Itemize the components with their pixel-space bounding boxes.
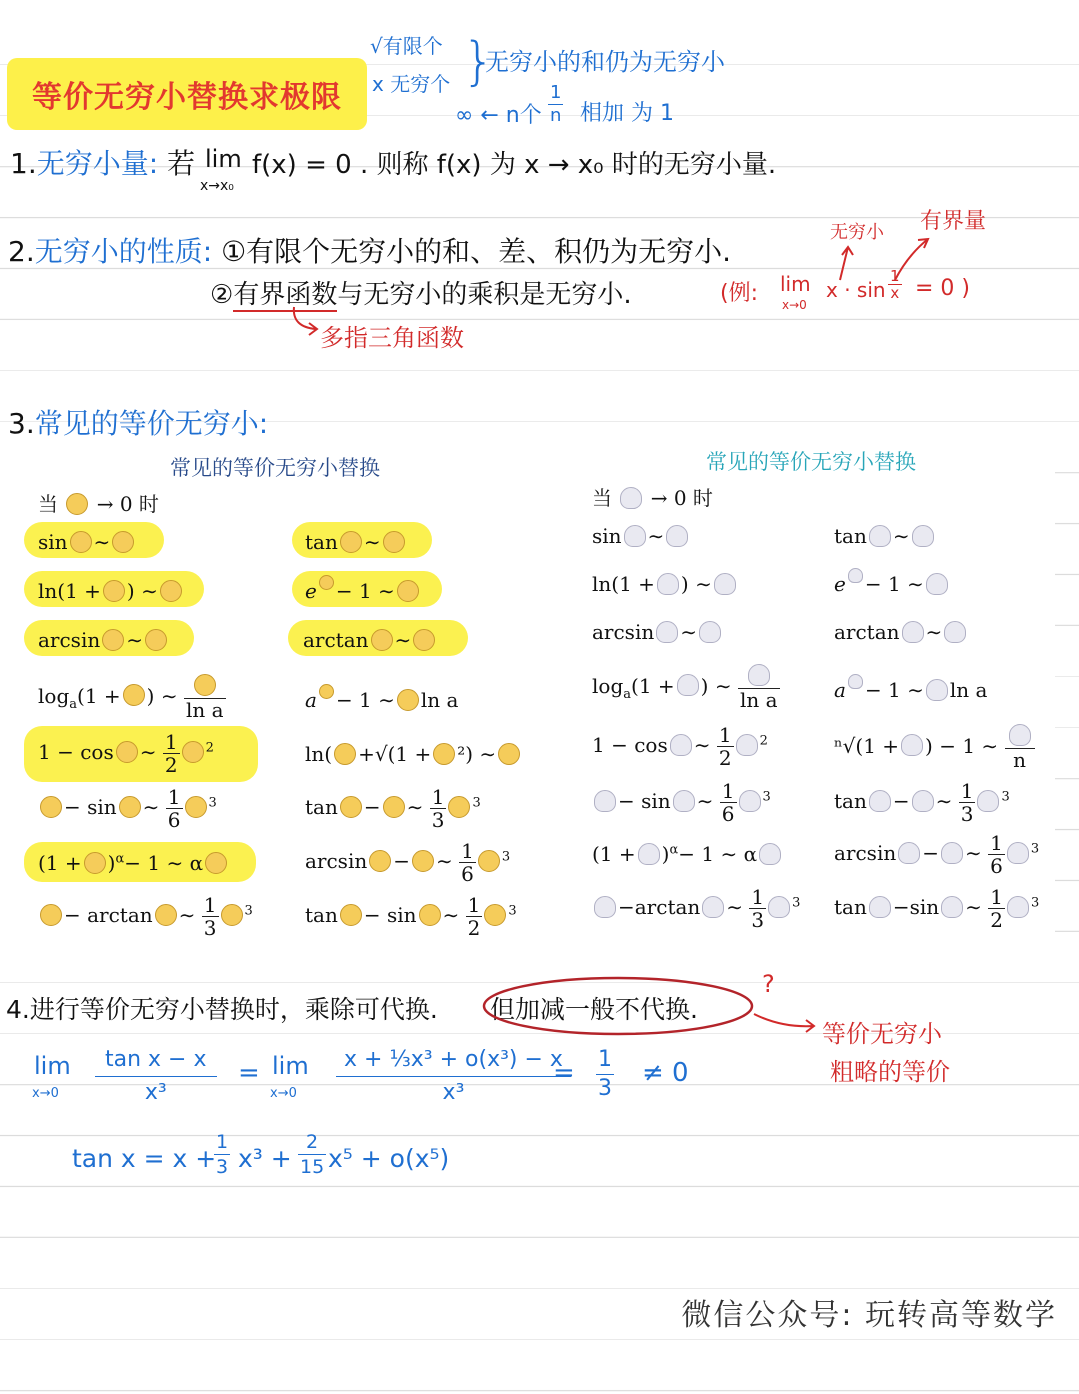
ghost-icon — [714, 573, 736, 595]
ghost-icon — [673, 790, 695, 812]
cat-face-icon — [319, 575, 334, 590]
ghost-icon — [1009, 724, 1031, 746]
cat-face-icon — [340, 904, 362, 926]
ghost-icon — [848, 568, 863, 583]
question-mark: ? — [762, 970, 775, 998]
section1-line — [10, 142, 195, 182]
eq2-a: tan x = x + — [72, 1144, 217, 1173]
red-arrows — [820, 225, 940, 285]
left-r5b: ln( +√(1 + ²) ∼ — [305, 742, 522, 767]
eq1-lim2-sub: x→0 — [270, 1086, 297, 1101]
section2-number: 2. — [8, 235, 35, 268]
ghost-icon — [1007, 842, 1029, 864]
left-when: 当 → 0 时 — [38, 492, 159, 516]
right-r3b: arctan ∼ — [834, 620, 968, 645]
cat-face-icon — [369, 850, 391, 872]
right-r2a: ln(1 + ) ∼ — [592, 572, 738, 597]
cat-face-icon — [383, 531, 405, 553]
red-note-2: 粗略的等价 — [830, 1058, 950, 1086]
ghost-icon — [869, 896, 891, 918]
left-r2a: ln(1 + ) ∼ — [38, 579, 184, 604]
ghost-icon — [748, 664, 770, 686]
eq1-neq: ≠ 0 — [642, 1058, 689, 1088]
cat-face-icon — [383, 796, 405, 818]
note-inf: ∞ ← n个 — [455, 103, 542, 128]
red-arrow-right — [752, 1010, 822, 1040]
right-r6a: − sin ∼ $\frac{1}{6}$ $^3$ — [592, 780, 771, 825]
ghost-icon — [666, 525, 688, 547]
cat-face-icon — [119, 796, 141, 818]
cat-face-icon — [123, 684, 145, 706]
right-r1a: sin ∼ — [592, 524, 690, 549]
footer-account: 微信公众号: 玩转高等数学 — [681, 1298, 1057, 1333]
eq2-c: x⁵ + o(x⁵) — [328, 1144, 450, 1173]
cat-face-icon — [160, 580, 182, 602]
right-r3a: arcsin ∼ — [592, 620, 723, 645]
red-note-1: 等价无穷小 — [822, 1020, 942, 1048]
section1-lim-sub: x→x₀ — [200, 178, 234, 194]
ghost-icon — [848, 674, 863, 689]
ghost-icon — [926, 679, 948, 701]
example-close: = 0 ) — [915, 276, 970, 301]
ghost-icon — [657, 573, 679, 595]
section1-number: 1. — [10, 147, 37, 180]
ghost-icon — [926, 573, 948, 595]
ghost-icon — [702, 896, 724, 918]
note-trig: 多指三角函数 — [320, 324, 464, 352]
cat-face-icon — [397, 689, 419, 711]
cat-face-icon — [194, 674, 216, 696]
left-r7b: arcsin − ∼ $\frac{1}{6}$ $^3$ — [305, 839, 511, 886]
cat-face-icon — [116, 741, 138, 763]
brace-mark: } — [462, 32, 496, 92]
right-r4a: $\log_a(1$ + ) ∼ ln a — [592, 664, 780, 711]
right-r1b: tan ∼ — [834, 524, 936, 549]
ghost-icon — [670, 734, 692, 756]
ghost-icon — [944, 621, 966, 643]
cat-face-icon — [448, 796, 470, 818]
cat-face-icon — [40, 904, 62, 926]
cat-face-icon — [478, 850, 500, 872]
cat-face-icon — [484, 904, 506, 926]
section4-number: 4. — [6, 995, 30, 1024]
bounded-function: 有界函数 — [233, 280, 338, 310]
label-bounded: 有界量 — [920, 209, 987, 234]
left-r1a: sin ∼ — [38, 530, 136, 555]
cat-face-icon — [103, 580, 125, 602]
example-lim: lim — [780, 272, 811, 296]
left-r3b: arctan ∼ — [303, 628, 437, 653]
cat-face-icon — [340, 531, 362, 553]
section2-point1: ①有限个无穷小的和、差、积仍为无穷小. — [221, 235, 732, 268]
p2-rest: 与无穷小的乘积是无穷小. — [337, 280, 632, 310]
section4-text-a: 进行等价无穷小替换时，乘除可代换. — [29, 995, 438, 1024]
left-r8a: − arctan ∼ $\frac{1}{3}$ $^3$ — [38, 894, 253, 939]
eq2-frac1: $\frac{1}{3}$ — [216, 1131, 229, 1178]
cat-face-icon — [84, 852, 106, 874]
eq1-equals: = — [238, 1058, 260, 1088]
section3-number: 3. — [8, 407, 35, 440]
cat-face-icon — [205, 852, 227, 874]
example-expr: x · sin — [826, 278, 886, 302]
ghost-icon — [594, 790, 616, 812]
section4-text-b: 但加减一般不代换. — [490, 995, 698, 1024]
cat-face-icon — [112, 531, 134, 553]
cat-face-icon — [334, 743, 356, 765]
cat-face-icon — [221, 904, 243, 926]
example-frac: $\frac{1}{x}$ — [890, 267, 900, 302]
ghost-icon — [977, 790, 999, 812]
ghost-icon — [638, 843, 660, 865]
cat-face-icon — [70, 531, 92, 553]
left-r3a: arcsin ∼ — [38, 628, 169, 653]
left-r4a: $\log_a(1$ + ) ∼ ln a — [38, 674, 226, 721]
left-r6a: − sin ∼ $\frac{1}{6}$ $^3$ — [38, 786, 217, 831]
right-r4b: a − 1 ∼ ln a — [834, 678, 987, 703]
ghost-icon — [941, 842, 963, 864]
ghost-icon — [594, 896, 616, 918]
red-circle-mark — [478, 970, 768, 1040]
right-r2b: e − 1 ∼ — [834, 572, 950, 597]
cat-face-icon — [498, 743, 520, 765]
eq1-result: $\frac{1}{3}$ — [598, 1047, 612, 1101]
note-frac: $\frac{1}{n}$ — [550, 82, 562, 126]
right-r8a: −arctan ∼ $\frac{1}{3}$ $^3$ — [592, 886, 800, 931]
cat-face-icon — [319, 684, 334, 699]
cat-face-icon — [419, 904, 441, 926]
cat-face-icon — [40, 796, 62, 818]
example-lim-sub: x→0 — [782, 298, 807, 312]
ghost-icon — [739, 790, 761, 812]
left-r8b: tan − sin ∼ $\frac{1}{2}$ $^3$ — [305, 893, 517, 940]
left-r7a: $(1 + )^\alpha- 1$ ∼ α — [38, 851, 229, 876]
ghost-icon — [624, 525, 646, 547]
cat-face-icon — [340, 796, 362, 818]
section1-text-b: f(x) = 0 . 则称 f(x) 为 x → x₀ 时的无穷小量. — [252, 150, 777, 180]
ghost-icon — [901, 734, 923, 756]
cat-face-icon — [145, 629, 167, 651]
page-title: 等价无穷小替换求极限 — [32, 80, 342, 115]
title-banner — [7, 58, 367, 130]
ghost-icon — [898, 842, 920, 864]
cat-face-icon — [433, 743, 455, 765]
left-table-title: 常见的等价无穷小替换 — [170, 456, 380, 480]
ghost-icon — [869, 790, 891, 812]
ghost-icon — [912, 790, 934, 812]
right-r7a: $(1 + )^\alpha- 1$ ∼ α — [592, 842, 783, 867]
eq1-lim: lim — [34, 1052, 71, 1080]
eq1-fraction2: $\frac{\text{x + ⅓x³ + o(x³) − x}}{\text{x³}}$ — [336, 1044, 571, 1109]
section1-text-a: 若 — [167, 147, 196, 180]
cat-face-icon — [66, 493, 88, 515]
eq2-b: x³ + — [238, 1144, 292, 1173]
eq2-frac2: $\frac{2}{15}$ — [300, 1131, 325, 1178]
cat-face-icon — [155, 904, 177, 926]
right-r5a: 1 − cos ∼ $\frac{1}{2}$ $^2$ — [592, 723, 768, 770]
example-open: (例: — [720, 281, 758, 306]
section4-line — [6, 990, 438, 1026]
ghost-icon — [869, 525, 891, 547]
section3-heading: 常见的等价无穷小: — [34, 407, 269, 440]
eq1-equals2: = — [553, 1058, 575, 1088]
note-infinite: x 无穷个 — [372, 72, 451, 96]
ghost-icon — [941, 896, 963, 918]
right-r6b: tan − ∼ $\frac{1}{3}$ $^3$ — [834, 779, 1010, 826]
left-r1b: tan ∼ — [305, 530, 407, 555]
cat-face-icon — [397, 580, 419, 602]
left-r5a: 1 − cos ∼ $\frac{1}{2}$ $^2$ — [38, 730, 214, 777]
cat-face-icon — [185, 796, 207, 818]
eq1-lim2: lim — [272, 1052, 309, 1080]
ghost-icon — [1007, 896, 1029, 918]
right-r7b: arcsin − ∼ $\frac{1}{6}$ $^3$ — [834, 831, 1040, 878]
cat-face-icon — [413, 629, 435, 651]
right-table-title: 常见的等价无穷小替换 — [706, 450, 916, 474]
ghost-icon — [656, 621, 678, 643]
section2-line — [8, 230, 731, 270]
note-inf-tail: 相加 为 1 — [580, 101, 674, 126]
ghost-icon — [620, 487, 642, 509]
right-when: 当 → 0 时 — [592, 486, 713, 510]
cat-face-icon — [412, 850, 434, 872]
ghost-icon — [677, 674, 699, 696]
section2-heading: 无穷小的性质: — [34, 235, 213, 268]
ghost-icon — [912, 525, 934, 547]
cat-face-icon — [182, 741, 204, 763]
ghost-icon — [759, 843, 781, 865]
note-finite: √有限个 — [370, 34, 443, 58]
right-r8b: tan −sin ∼ $\frac{1}{2}$ $^3$ — [834, 885, 1040, 932]
cat-face-icon — [102, 629, 124, 651]
section1-lim: lim — [205, 145, 242, 173]
eq1-lim-sub: x→0 — [32, 1086, 59, 1101]
ghost-icon — [699, 621, 721, 643]
left-r6b: tan − ∼ $\frac{1}{3}$ $^3$ — [305, 785, 481, 832]
p2-marker: ② — [210, 280, 234, 310]
section3-line — [8, 402, 268, 442]
section1-heading: 无穷小量: — [36, 147, 159, 180]
left-r4b: a − 1 ∼ ln a — [305, 688, 458, 713]
ghost-icon — [902, 621, 924, 643]
note-brace: 无穷小的和仍为无穷小 — [485, 48, 725, 76]
left-r2b: e − 1 ∼ — [305, 579, 421, 604]
cat-face-icon — [371, 629, 393, 651]
section2-point2 — [210, 274, 632, 311]
eq1-fraction: $\frac{\text{tan x − x}}{\text{x³}}$ — [95, 1044, 217, 1109]
label-infinitesimal: 无穷小 — [830, 222, 884, 243]
ghost-icon — [768, 896, 790, 918]
right-r5b: ⁿ√(1 + ) − 1 ∼ n — [834, 724, 1035, 771]
ghost-icon — [736, 734, 758, 756]
